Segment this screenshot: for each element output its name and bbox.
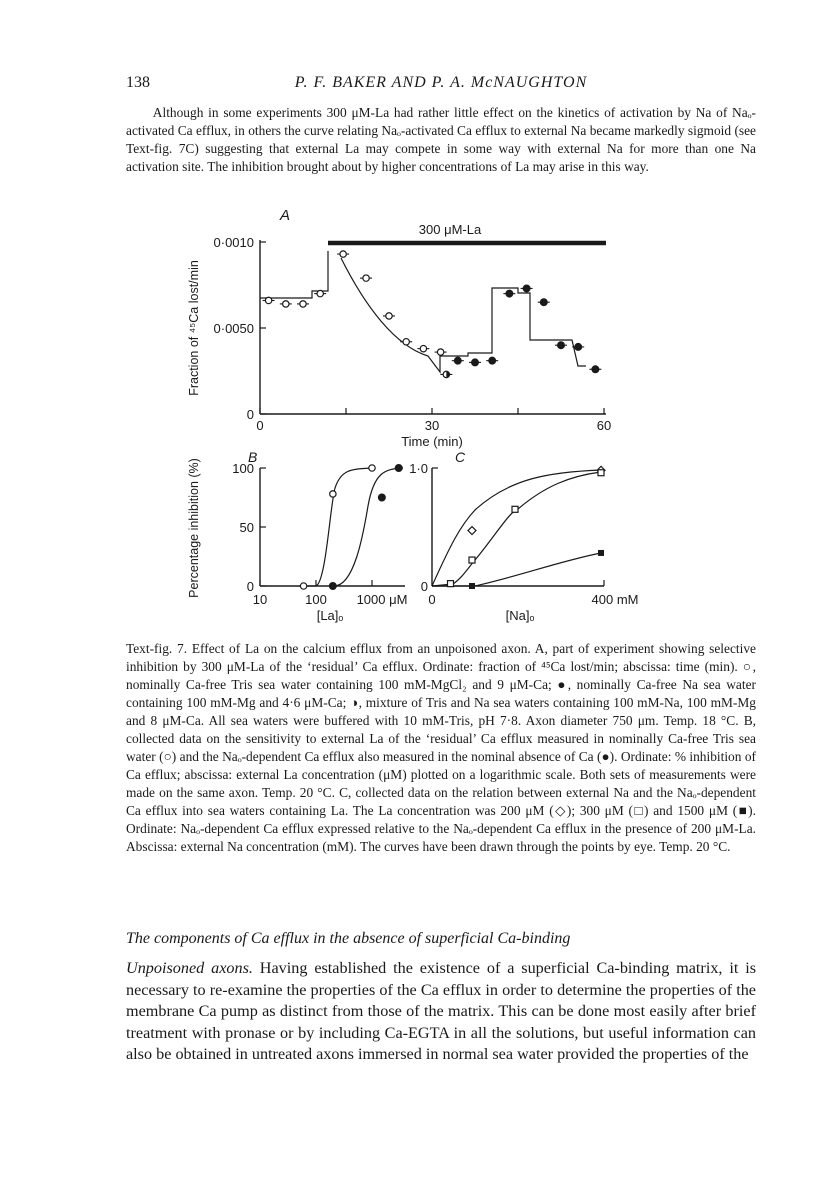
c-data-point	[469, 583, 475, 589]
b-data-point	[378, 494, 385, 501]
c-data-point	[468, 527, 476, 535]
paragraph-2-text: Having established the existence of a superficial Ca-binding matrix, it is necessary to re-examine the properties of the Ca efflux in order to determine the properties of the membrane Ca pump as distinct from those of the matrix. This can be done most easily after brief treatment with pronase or by including Ca-EGTA in all the solutions, but useful information can also be obtained in untreated axons immersed in normal sea water provided the properties of the	[126, 959, 756, 1064]
b-curve-open	[299, 468, 372, 586]
a-data-point	[283, 301, 289, 307]
b-ytick-50: 50	[239, 520, 254, 535]
a-data-point	[592, 366, 599, 373]
paragraph-2	[126, 958, 756, 1066]
panel-c-label: C	[455, 449, 466, 465]
c-x-axis-label: [Na]ₒ	[505, 608, 535, 623]
a-ytick-0: 0	[246, 407, 254, 422]
c-xtick-400: 400 mM	[591, 592, 639, 607]
b-data-point	[329, 583, 336, 590]
a-data-point	[386, 313, 392, 319]
b-curve-filled	[334, 468, 403, 586]
c-data-point	[469, 557, 475, 563]
c-data-point	[448, 581, 454, 587]
a-data-point	[523, 285, 530, 292]
b-data-point	[395, 465, 402, 472]
c-data-point	[598, 550, 604, 556]
c-curve-square	[432, 472, 601, 586]
paragraph-2-lead: Unpoisoned axons.	[126, 959, 253, 977]
a-data-point	[443, 371, 449, 377]
a-ytick-1: 0·0050	[213, 321, 254, 336]
c-data-point	[512, 506, 518, 512]
page-number: 138	[126, 74, 150, 91]
b-ytick-100: 100	[232, 461, 254, 476]
a-fit-curve	[341, 258, 586, 372]
a-y-axis-label: Fraction of ⁴⁵Ca lost/min	[187, 260, 201, 396]
b-xtick-100: 100	[305, 592, 327, 607]
panel-a-points	[263, 251, 602, 378]
a-ytick-2: 0·0010	[213, 235, 254, 250]
running-title: P. F. BAKER AND P. A. McNAUGHTON	[294, 74, 588, 91]
c-ytick-1: 1·0	[409, 461, 428, 476]
b-data-point	[369, 465, 375, 471]
b-xtick-1000: 1000 μM	[356, 592, 408, 607]
panel-a-x-ticks	[256, 408, 611, 433]
a-data-point	[489, 357, 496, 364]
figure-svg	[150, 206, 670, 626]
panel-b-ticks	[260, 468, 372, 586]
a-data-point	[472, 359, 479, 366]
b-ytick-0: 0	[246, 579, 254, 594]
a-data-point	[300, 301, 306, 307]
a-data-point	[317, 290, 323, 296]
a-xtick-0: 0	[256, 418, 264, 433]
b-y-axis-label: Percentage inhibition (%)	[187, 458, 201, 598]
c-data-point	[598, 470, 604, 476]
a-data-point	[454, 357, 461, 364]
a-data-point	[420, 345, 426, 351]
page-header	[126, 74, 756, 98]
la-bar-label: 300 μM-La	[418, 222, 482, 237]
section-heading: The components of Ca efflux in the absence of superficial Ca-binding	[126, 930, 571, 947]
panel-a-label: A	[280, 207, 291, 224]
panel-b-label: B	[248, 449, 258, 465]
b-xtick-10: 10	[252, 592, 268, 607]
text-figure-7	[150, 206, 670, 626]
a-data-point	[506, 290, 513, 297]
a-data-point	[403, 339, 409, 345]
paragraph-1: Although in some experiments 300 μM-La had rather little effect on the kinetics of activation by Na of Naₒ-activated Ca efflux, in others the curve relating Naₒ-activated Ca efflux to external Na became markedly sigmoid (see Text-fig. 7C) suggesting that external La may compete in some way with external Na for more than one Na activation site. The inhibition brought about by higher concentrations of La may arise in this way.	[126, 105, 756, 174]
a-data-point	[265, 297, 271, 303]
a-xtick-30: 30	[424, 418, 440, 433]
a-data-point	[575, 343, 582, 350]
a-data-point	[540, 299, 547, 306]
b-data-point	[300, 583, 306, 589]
a-x-axis-label: Time (min)	[401, 434, 463, 449]
b-x-axis-label: [La]ₒ	[316, 608, 344, 623]
a-data-point	[437, 349, 443, 355]
c-ytick-0: 0	[420, 579, 428, 594]
b-data-point	[330, 491, 336, 497]
c-curve-diamond	[432, 470, 601, 586]
a-data-point	[340, 251, 346, 257]
panel-c-points	[448, 466, 606, 589]
a-data-point	[558, 342, 565, 349]
a-xtick-60: 60	[596, 418, 612, 433]
figure-caption: Text-fig. 7. Effect of La on the calcium efflux from an unpoisoned axon. A, part of experiment showing selective inhibition by 300 μM-La of the ‘residual’ Ca efflux. Ordinate: fraction of ⁴⁵Ca lost/min; abscissa: time (min). ○, nominally Ca-free Tris sea water containing 100 mM-MgCl₂ and 9 μM-Ca; ●, nominally Ca-free Na sea water containing 100 mM-Mg and 4·6 μM-Ca; ◑, mixture of Tris and Na sea waters containing 100 mM-Na, 100 mM-Mg and 8 μM-Ca. All sea waters were buffered with 10 mM-Tris, pH 7·8. Axon diameter 750 μm. Temp. 18 °C. B, collected data on the sensitivity to external La of the ‘residual’ Ca efflux measured in nominally Ca-free Tris sea water (○) and the Naₒ-dependent Ca efflux also measured in the nominal absence of Ca (●). Ordinate: % inhibition of Ca efflux; abscissa: external La concentration (μM) plotted on a logarithmic scale. Both sets of measurements were made on the same axon. Temp. 20 °C. C, collected data on the relation between external Na and the Naₒ-dependent Ca efflux into sea waters containing La. The La concentration was 200 μM (◇); 300 μM (□) and 1500 μM (■). Ordinate: Naₒ-dependent Ca efflux expressed relative to the Naₒ-dependent Ca efflux in the presence of 200 μM-La. Abscissa: external Na concentration (mM). The curves have been drawn through the points by eye. Temp. 20 °C.	[126, 641, 756, 854]
panel-a-y-ticks	[214, 235, 266, 422]
a-data-point	[363, 275, 369, 281]
panel-c-ticks	[432, 468, 604, 586]
c-xtick-0: 0	[428, 592, 436, 607]
